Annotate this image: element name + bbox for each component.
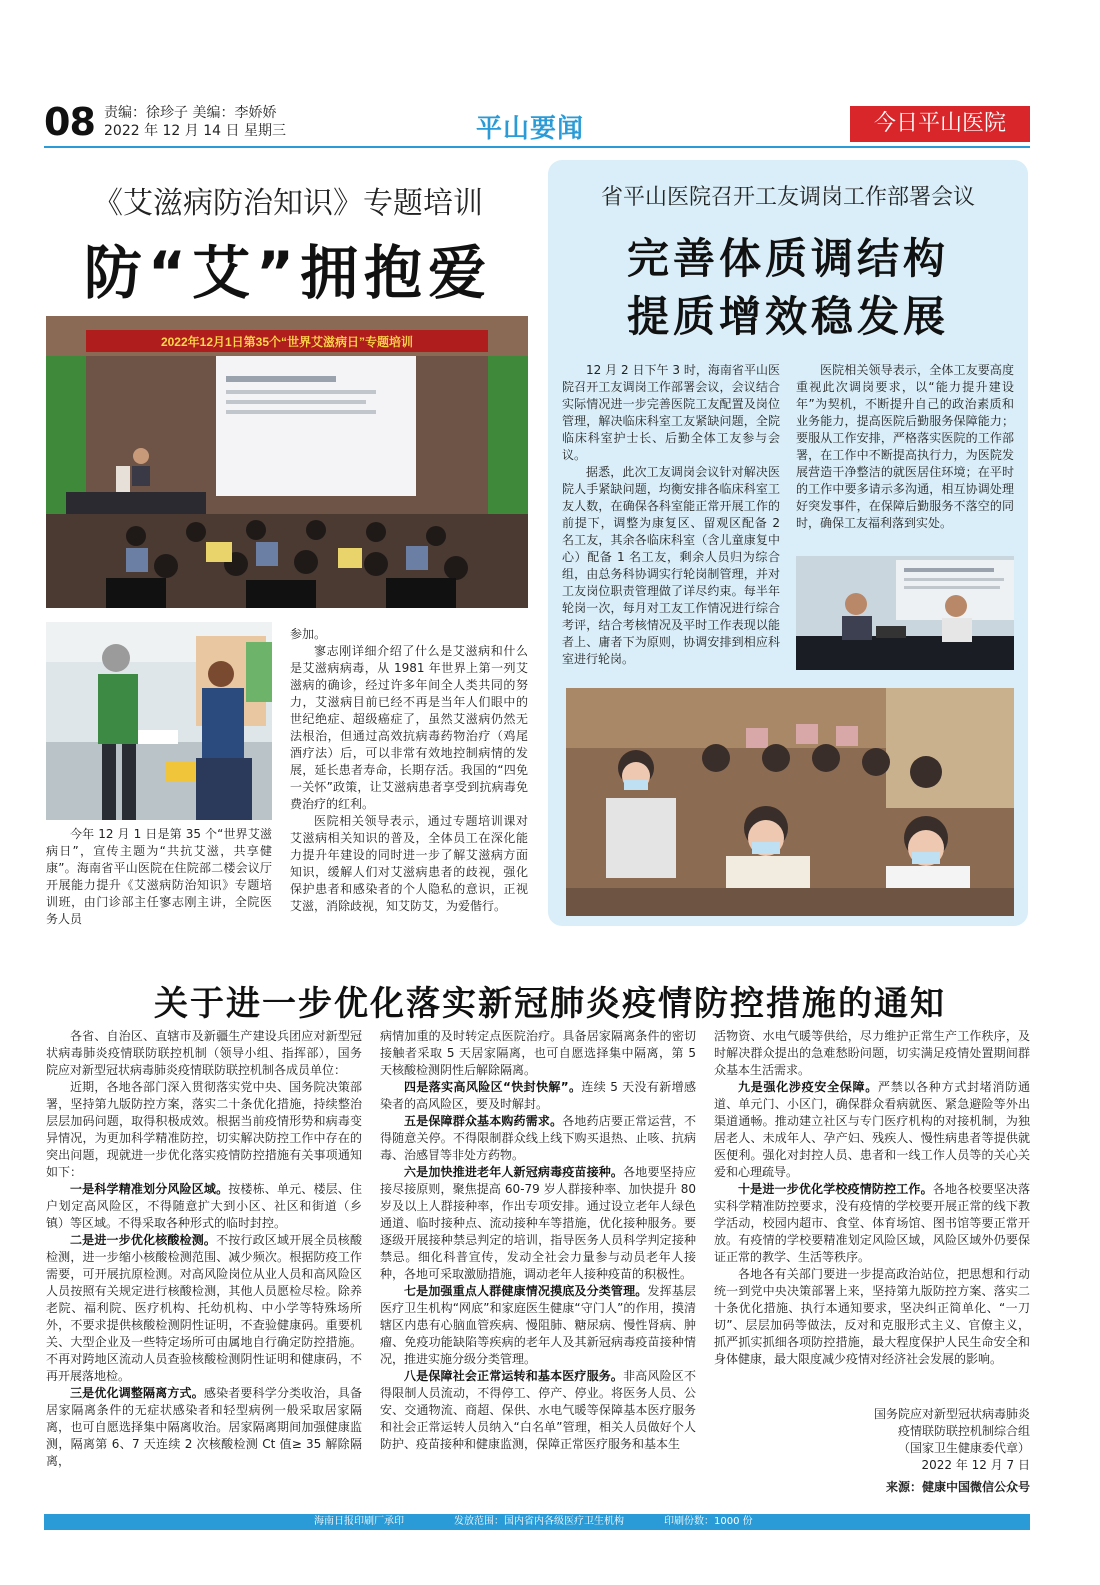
article1-paragraph: 参加。: [290, 627, 327, 641]
notice-text: 活物资、水电气暖等供给，尽力维护正常生产工作秩序，及时解决群众提出的急难愁盼问题，切实满足疫情处置期间群众基本生活需求。: [714, 1029, 1030, 1077]
notice-lead: 四是落实高风险区“快封快解”。: [404, 1080, 582, 1094]
notice-text: 病情加重的及时转定点医院治疗。具备居家隔离条件的密切接触者采取 5 天居家隔离，也可自愿选择集中隔离，第 5 天核酸检测阴性后解除隔离。: [380, 1029, 696, 1077]
signature-line: 疫情联防联控机制综合组: [897, 1424, 1030, 1438]
article1-subtitle: 《艾滋病防治知识》专题培训: [93, 186, 483, 221]
article1-paragraph: 今年 12 月 1 日是第 35 个“世界艾滋病日”，宣传主题为“共抗艾滋，共享健康”。海南省平山医院在住院部二楼会议厅开展能力提升《艾滋病防治知识》专题培训班，由门诊部主任寥志刚主讲，全院医务人员: [46, 827, 272, 926]
article2-column2: [796, 362, 1014, 532]
notice-signature: [714, 1406, 1030, 1474]
notice-paragraph: [714, 1028, 1030, 1079]
notice-text: 发挥基层医疗卫生机构“网底”和家庭医生健康“守门人”的作用，摸清辖区内患有心脑血管疾病、慢阻肺、糖尿病、慢性肾病、肿瘤、免疫功能缺陷等疾病的老年人及其新冠病毒疫苗接种情况，推进实施分级分类管理。: [380, 1284, 696, 1366]
notice-text: 按楼栋、单元、楼层、住户划定高风险区，不得随意扩大到小区、社区和街道（乡镇）等区域。不得采取各种形式的临时封控。: [46, 1182, 362, 1230]
article2-column1: [562, 362, 780, 668]
notice-source: 来源：健康中国微信公众号: [885, 1480, 1030, 1494]
signature-date: 2022 年 12 月 7 日: [921, 1458, 1030, 1472]
article1-column1: [46, 826, 272, 928]
notice-text: 感染者要科学分类收治，具备居家隔离条件的无症状感染者和轻型病例一般采取居家隔离，也可自愿选择集中隔离收治。居家隔离期间加强健康监测，隔离第 6、7 天连续 2 次核酸检测 Ct 值≥ 35 解除隔离，: [46, 1386, 362, 1468]
notice-column2: [380, 1028, 696, 1453]
date-line: 2022 年 12 月 14 日 星期三: [104, 123, 286, 139]
notice-text: 不按行政区域开展全员核酸检测，进一步缩小核酸检测范围、减少频次。根据防疫工作需要，可开展抗原检测。对高风险岗位从业人员和高风险区人员按照有关规定进行核酸检测，其他人员愿检尽检。除养老院、福利院、医疗机构、托幼机构、中小学等特殊场所外，不要求提供核酸检测阴性证明，不查验健康码。重要机关、大型企业及一些特定场所可由属地自行确定防控措施。不再对跨地区流动人员查验核酸检测阴性证明和健康码，不再开展落地检。: [46, 1233, 362, 1383]
article2-subtitle: 省平山医院召开工友调岗工作部署会议: [600, 185, 975, 210]
article2-paragraph: 据悉，此次工友调岗会议针对解决医院人手紧缺问题，均衡安排各临床科室工友人数，在确保各科室能正常开展工作的前提下，调整为康复区、留观区配备 2 名工友，其余各临床科室（含儿童康复中心）配备 1 名工友，剩余人员归为综合组，由总务科协调实行轮岗制管理，并对工友岗位职责管理做了详尽约束。每半年轮岗一次，每月对工友工作情况进行综合考评，结合考核情况及平时工作表现以能者上、庸者下为原则，协调安排到相应科室进行轮岗。: [562, 465, 780, 666]
notice-paragraph: [46, 1181, 362, 1232]
footer-printer: 海南日报印刷厂承印: [314, 1516, 404, 1527]
signature-line: （国家卫生健康委代章）: [897, 1441, 1030, 1455]
notice-text: 各地药店要正常运营，不得随意关停。不得限制群众线上线下购买退热、止咳、抗病毒、治感冒等非处方药物。: [380, 1114, 696, 1162]
footer-distribution: 发放范围：国内省内各级医疗卫生机构: [454, 1516, 624, 1527]
notice-paragraph: [714, 1079, 1030, 1181]
notice-paragraph: [714, 1266, 1030, 1368]
notice-lead: 八是保障社会正常运转和基本医疗服务。: [404, 1369, 624, 1383]
notice-text: 近期，各地各部门深入贯彻落实党中央、国务院决策部署，坚持第九版防控方案，落实二十条优化措施，持续整治层层加码问题，取得积极成效。根据当前疫情形势和病毒变异情况，为更加科学精准防控，切实解决防控工作中存在的突出问题，现就进一步优化落实疫情防控措施有关事项通知如下：: [46, 1080, 362, 1179]
footer-copies: 印刷份数：1000 份: [664, 1516, 753, 1527]
article1-paragraph: 寥志刚详细介绍了什么是艾滋病和什么是艾滋病病毒，从 1981 年世界上第一列艾滋病的确诊，经过许多年间全人类共同的努力，艾滋病目前已经不再是当年人们眼中的世纪绝症、超级癌症了，虽然艾滋病仍然无法根治，但通过高效抗病毒药物治疗（鸡尾酒疗法）后，可以非常有效地控制病情的发展，延长患者寿命，长期存活。我国的“四免一关怀”政策，让艾滋病患者享受到抗病毒免费治疗的红利。: [290, 644, 528, 811]
notice-paragraph: [380, 1283, 696, 1368]
article2-paragraph: 12 月 2 日下午 3 时，海南省平山医院召开工友调岗工作部署会议，会议结合实际情况进一步完善医院工友配置及岗位管理，解决临床科室工友紧缺问题，全院临床科室护士长、后勤全体工友参与会议。: [562, 363, 780, 462]
column-badge: 今日平山医院: [850, 106, 1030, 142]
notice-text: 各省、自治区、直辖市及新疆生产建设兵团应对新型冠状病毒肺炎疫情联防联控机制（领导小组、指挥部），国务院应对新型冠状病毒肺炎疫情联防联控机制各成员单位：: [46, 1029, 362, 1077]
page-number: 08: [44, 100, 95, 144]
notice-paragraph: [714, 1181, 1030, 1266]
section-title: 平山要闻: [475, 114, 584, 144]
training-photo: [46, 316, 528, 608]
editors-line: 责编：徐珍子 美编：李娇娇: [104, 105, 277, 121]
editor-info: [104, 104, 286, 140]
notice-lead: 九是强化涉疫安全保障。: [738, 1080, 878, 1094]
notice-lead: 十是进一步优化学校疫情防控工作。: [738, 1182, 933, 1196]
notice-lead: 一是科学精准划分风险区域。: [70, 1182, 229, 1196]
notice-text: 严禁以各种方式封堵消防通道、单元门、小区门，确保群众看病就医、紧急避险等外出渠道通畅。推动建立社区与专门医疗机构的对接机制，为独居老人、未成年人、孕产妇、残疾人、慢性病患者等提供就医便利。强化对封控人员、患者和一线工作人员等的关心关爱和心理疏导。: [714, 1080, 1030, 1179]
notice-lead: 二是进一步优化核酸检测。: [70, 1233, 217, 1247]
counseling-photo: [46, 622, 272, 820]
article2-paragraph: 医院相关领导表示，全体工友要高度重视此次调岗要求，以“能力提升建设年”为契机，不断提升自己的政治素质和业务能力，提高医院后勤服务保障能力；要服从工作安排，严格落实医院的工作部署，在工作中不断提高执行力，为医院发展营造干净整洁的就医居住环境；在平时的工作中要多请示多沟通，相互协调处理好突发事件，在保障后勤服务不落空的同时，确保工友福利落到实处。: [796, 363, 1014, 530]
article2-title-line2: 提质增效稳发展: [626, 292, 949, 341]
notice-paragraph: [380, 1079, 696, 1113]
notice-paragraph: [380, 1368, 696, 1453]
notice-text: 各地要坚持应接尽接原则，聚焦提高 60-79 岁人群接种率、加快提升 80 岁及以上人群接种率，作出专项安排。通过设立老年人绿色通道、临时接种点、流动接种车等措施，优化接种服务。要逐级开展接种禁忌判定的培训，指导医务人员科学判定接种禁忌。细化科普宣传，发动全社会力量参与动员老年人接种，各地可采取激励措施，调动老年人接种疫苗的积极性。: [380, 1165, 696, 1281]
footer-bar: [44, 1514, 1030, 1530]
masthead-rule: [44, 146, 1030, 148]
notice-paragraph: [380, 1028, 696, 1079]
notice-paragraph: [46, 1079, 362, 1181]
notice-paragraph: [46, 1385, 362, 1470]
meeting-audience-photo: [566, 688, 1014, 916]
article1-column2: [290, 626, 528, 915]
meeting-speakers-photo: [796, 556, 1014, 670]
notice-column1: [46, 1028, 362, 1470]
notice-paragraph: [380, 1164, 696, 1283]
notice-title: 关于进一步优化落实新冠肺炎疫情防控措施的通知: [154, 984, 946, 1024]
notice-text: 各地各校要坚决落实科学精准防控要求，没有疫情的学校要开展正常的线下教学活动，校园内超市、食堂、体育场馆、图书馆等要正常开放。有疫情的学校要精准划定风险区域，风险区域外仍要保证正常的教学、生活等秩序。: [714, 1182, 1030, 1264]
article2-title-line1: 完善体质调结构: [626, 234, 949, 283]
article1-paragraph: 医院相关领导表示，通过专题培训课对艾滋病相关知识的普及，全体员工在深化能力提升年建设的同时进一步了解艾滋病方面知识，缓解人们对艾滋病患者的歧视，强化保护患者和感染者的个人隐私的意识，正视艾滋，消除歧视，知艾防艾，为爱偕行。: [290, 814, 528, 913]
notice-lead: 五是保障群众基本购药需求。: [404, 1114, 563, 1128]
notice-column3: [714, 1028, 1030, 1368]
notice-paragraph: [46, 1028, 362, 1079]
article1-title: 防“艾”拥抱爱: [83, 239, 493, 307]
notice-lead: 三是优化调整隔离方式。: [70, 1386, 204, 1400]
banner-text: 2022年12月1日第35个“世界艾滋病日”专题培训: [160, 335, 414, 349]
signature-line: 国务院应对新型冠状病毒肺炎: [873, 1407, 1030, 1421]
notice-text: 连续 5 天没有新增感染者的高风险区，要及时解封。: [380, 1080, 696, 1111]
notice-text: 各地各有关部门要进一步提高政治站位，把思想和行动统一到党中央决策部署上来，坚持第九版防控方案、落实二十条优化措施、执行本通知要求，坚决纠正简单化、“一刀切”、层层加码等做法，反对和克服形式主义、官僚主义，抓严抓实抓细各项防控措施，最大程度保护人民生命安全和身体健康，最大限度减少疫情对经济社会发展的影响。: [714, 1267, 1030, 1366]
notice-text: 非高风险区不得限制人员流动，不得停工、停产、停业。将医务人员、公安、交通物流、商超、保供、水电气暖等保障基本医疗服务和社会正常运转人员纳入“白名单”管理，相关人员做好个人防护、疫苗接种和健康监测，保障正常医疗服务和基本生: [380, 1369, 696, 1451]
notice-paragraph: [380, 1113, 696, 1164]
notice-lead: 六是加快推进老年人新冠病毒疫苗接种。: [404, 1165, 624, 1179]
notice-lead: 七是加强重点人群健康情况摸底及分类管理。: [404, 1284, 648, 1298]
notice-paragraph: [46, 1232, 362, 1385]
